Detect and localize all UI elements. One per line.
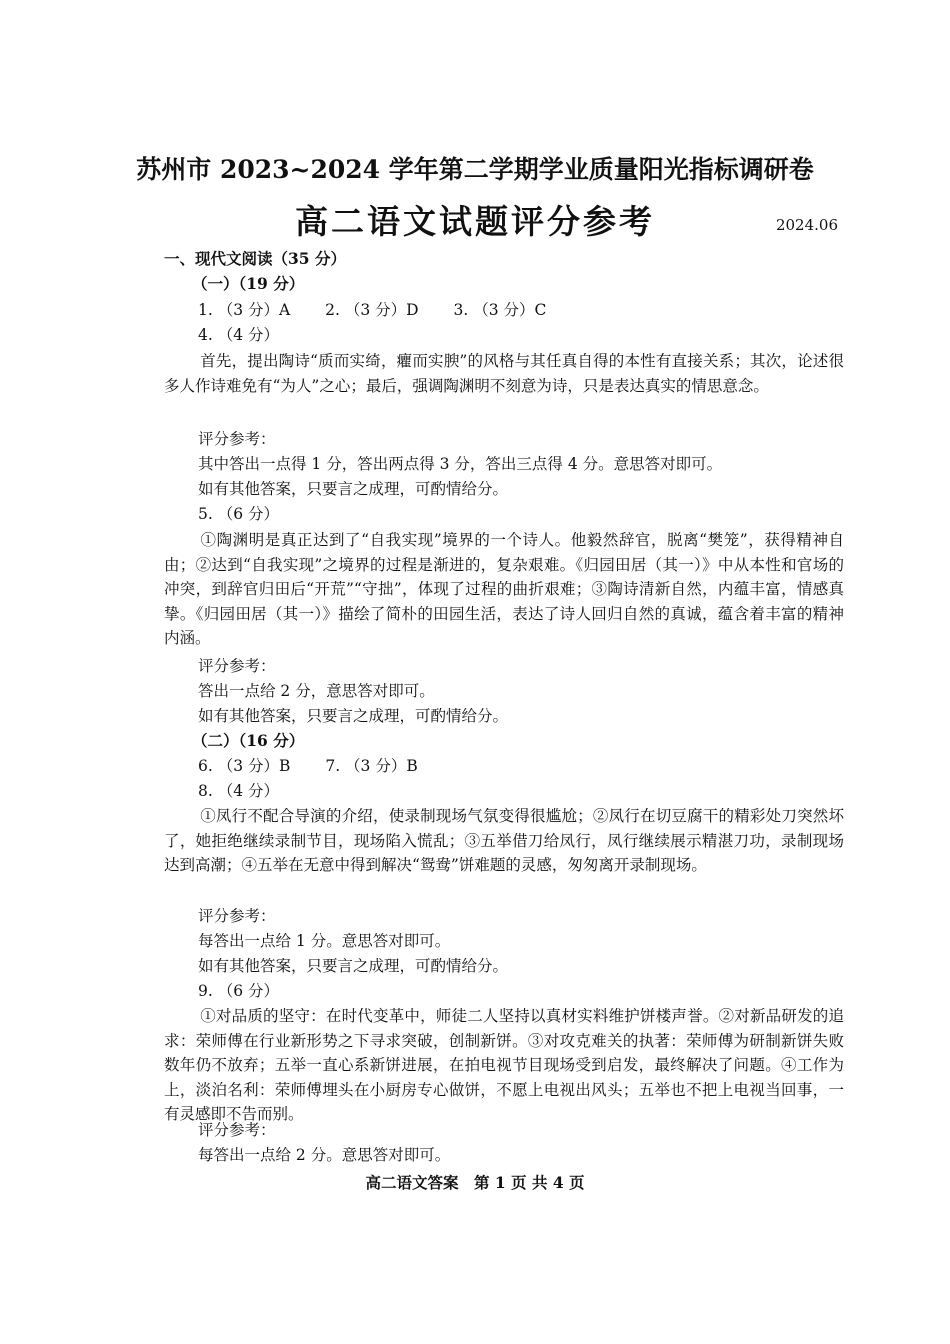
q8-grading-label: 评分参考：	[198, 907, 276, 925]
exam-date: 2024.06	[775, 216, 838, 234]
q8-grading-rule: 每答出一点给 1 分。意思答对即可。	[198, 932, 451, 950]
q8-grading-note: 如有其他答案，只要言之成理，可酌情给分。	[198, 957, 509, 975]
q1-answer: 1. （3 分）A	[198, 301, 291, 319]
q4-grading-label: 评分参考：	[198, 430, 276, 448]
q8-answer: ①凤行不配合导演的介绍，使录制现场气氛变得很尴尬；②凤行在切豆腐干的精彩处刀突然坏了，她拒绝继续录制节目，现场陷入慌乱；③五举借刀给凤行，凤行继续展示精湛刀功，录制现场达到高潮；④五举在无意中得到解决“鸳鸯”饼难题的灵感，匆匆离开录制现场。	[164, 807, 844, 875]
part2-heading: （二）（16 分）	[192, 731, 305, 750]
q5-grading-note: 如有其他答案，只要言之成理，可酌情给分。	[198, 707, 509, 725]
q9-grading-label: 评分参考：	[198, 1121, 276, 1139]
q5-answer: ①陶渊明是真正达到了“自我实现”境界的一个诗人。他毅然辞官，脱离“樊笼”，获得精神自由；②达到“自我实现”之境界的过程是渐进的，复杂艰难。《归园田居（其一）》中从本性和官场的冲突，到辞官归田后“开荒”“守拙”，体现了过程的曲折艰难；③陶诗清新自然，内蕴丰富，情感真挚。《归园田居（其一）》描绘了简朴的田园生活，表达了诗人回归自然的真诚，蕴含着丰富的精神内涵。	[164, 531, 844, 648]
mc-answers-1-3	[198, 298, 546, 322]
q6-answer: 6. （3 分）B	[198, 757, 291, 775]
q4-label: 4. （4 分）	[198, 326, 280, 344]
q4-grading-rule: 其中答出一点得 1 分，答出两点得 3 分，答出三点得 4 分。意思答对即可。	[198, 455, 723, 473]
q4-grading-note: 如有其他答案，只要言之成理，可酌情给分。	[198, 480, 509, 498]
q3-answer: 3. （3 分）C	[453, 301, 547, 319]
q9-grading-rule: 每答出一点给 2 分。意思答对即可。	[198, 1146, 451, 1164]
q8-label: 8. （4 分）	[198, 782, 280, 800]
q5-grading-label: 评分参考：	[198, 657, 276, 675]
mc-answers-6-7	[198, 754, 418, 778]
page-footer: 高二语文答案 第 1 页 共 4 页	[365, 1173, 585, 1192]
q2-answer: 2. （3 分）D	[325, 301, 419, 319]
q9-label: 9. （6 分）	[198, 982, 280, 1000]
section-heading: 一、现代文阅读（35 分）	[164, 249, 346, 268]
q5-grading-rule: 答出一点给 2 分，意思答对即可。	[198, 682, 435, 700]
q4-answer: 首先，提出陶诗“质而实绮，癯而实腴”的风格与其任真自得的本性有直接关系；其次，论述很多人作诗难免有“为人”之心；最后，强调陶渊明不刻意为诗，只是表达真实的情思意念。	[164, 352, 844, 395]
q9-answer: ①对品质的坚守：在时代变革中，师徒二人坚持以真材实料维护饼楼声誉。②对新品研发的追求：荣师傅在行业新形势之下寻求突破，创制新饼。③对攻克难关的执著：荣师傅为研制新饼失败数年仍不放弃；五举一直心系新饼进展，在拍电视节目现场受到启发，最终解决了问题。④工作为上，淡泊名利：荣师傅埋头在小厨房专心做饼，不愿上电视出风头；五举也不把上电视当回事，一有灵感即不告而别。	[164, 1007, 844, 1124]
part1-heading: （一）（19 分）	[192, 274, 305, 293]
exam-title: 苏州市 2023~2024 学年第二学期学业质量阳光指标调研卷	[136, 155, 814, 184]
exam-subtitle: 高二语文试题评分参考	[295, 202, 655, 241]
q5-label: 5. （6 分）	[198, 505, 280, 523]
q7-answer: 7. （3 分）B	[325, 757, 418, 775]
